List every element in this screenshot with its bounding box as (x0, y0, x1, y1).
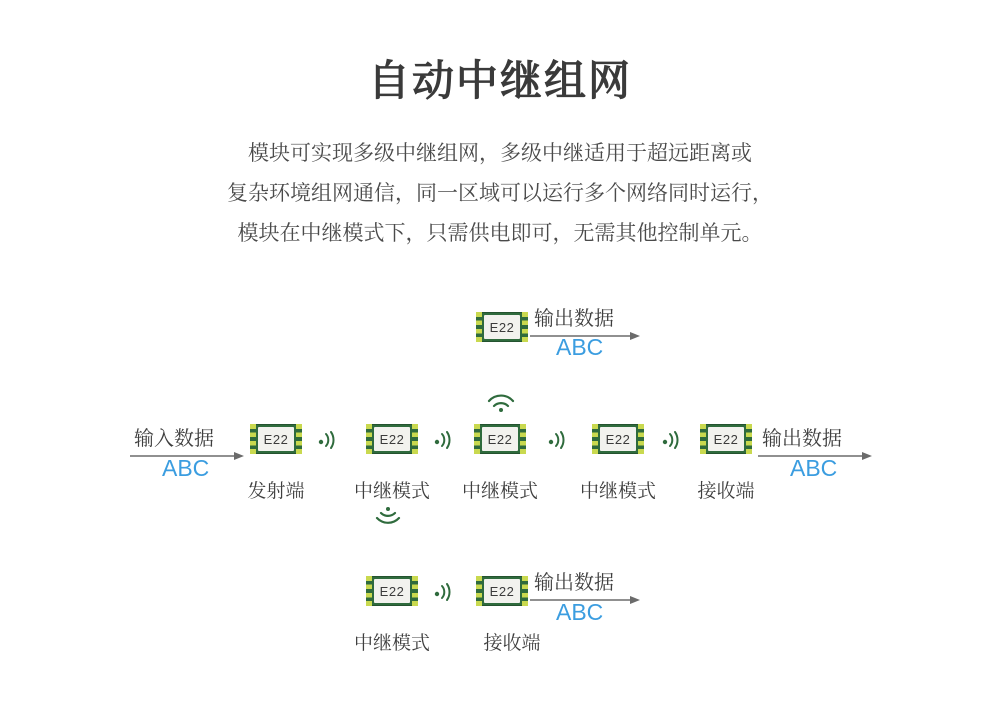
pcb-edge-right-icon (412, 576, 418, 606)
pcb-edge-left-icon (366, 576, 372, 606)
bottom-node-2 (476, 576, 528, 606)
pcb-edge-right-icon (296, 424, 302, 454)
module-label: E22 (600, 427, 636, 451)
chain-node-2 (366, 424, 418, 454)
module-label: E22 (258, 427, 294, 451)
bottom-output-label: 输出数据 (534, 572, 614, 594)
chain-node-3 (474, 424, 526, 454)
top-output-label: 输出数据 (534, 308, 614, 330)
top-output-value: ABC (556, 334, 604, 360)
pcb-edge-right-icon (412, 424, 418, 454)
module-e22-bottom-2 (476, 576, 528, 606)
module-e22-chain-4 (592, 424, 644, 454)
pcb-edge-left-icon (476, 312, 482, 342)
module-e22-chain-1 (250, 424, 302, 454)
module-label: E22 (374, 579, 410, 603)
network-diagram (0, 280, 1000, 700)
signal-wave-up-icon (486, 388, 516, 412)
module-label: E22 (484, 315, 520, 339)
bottom-node-1-label: 中继模式 (353, 633, 430, 654)
signal-wave-bottom-icon (432, 580, 456, 604)
bottom-node-2-label: 接收端 (483, 633, 541, 654)
pcb-edge-left-icon (592, 424, 598, 454)
pcb-edge-right-icon (522, 312, 528, 342)
pcb-edge-right-icon (638, 424, 644, 454)
chain-node-3-label: 中继模式 (461, 481, 538, 502)
signal-wave-down-icon (374, 506, 402, 530)
pcb-edge-right-icon (522, 576, 528, 606)
input-value: ABC (162, 455, 210, 481)
module-label: E22 (374, 427, 410, 451)
bottom-output-value: ABC (556, 599, 604, 625)
chain-node-5-label: 接收端 (697, 481, 755, 502)
module-label: E22 (708, 427, 744, 451)
input-label: 输入数据 (134, 428, 214, 450)
chain-node-1 (250, 424, 302, 454)
module-e22-chain-3 (474, 424, 526, 454)
pcb-edge-right-icon (746, 424, 752, 454)
pcb-edge-left-icon (474, 424, 480, 454)
module-e22-bottom-1 (366, 576, 418, 606)
signal-wave-4-icon (660, 428, 684, 452)
pcb-edge-left-icon (476, 576, 482, 606)
page-header (0, 0, 1000, 254)
signal-wave-1-icon (316, 428, 340, 452)
chain-node-5 (700, 424, 752, 454)
module-e22-top (476, 312, 528, 342)
chain-node-4 (592, 424, 644, 454)
page-subtitle (180, 108, 820, 254)
signal-wave-3-icon (546, 428, 570, 452)
subtitle-line-2: 复杂环境组网通信，同一区域可以运行多个网络同时运行， (227, 182, 773, 205)
module-e22-chain-5 (700, 424, 752, 454)
pcb-edge-right-icon (520, 424, 526, 454)
chain-node-1-label: 发射端 (247, 481, 305, 502)
pcb-edge-left-icon (700, 424, 706, 454)
chain-node-2-label: 中继模式 (353, 481, 430, 502)
output-label: 输出数据 (762, 428, 842, 450)
module-e22-chain-2 (366, 424, 418, 454)
module-label: E22 (484, 579, 520, 603)
signal-wave-2-icon (432, 428, 456, 452)
top-branch-module (476, 312, 528, 342)
output-value: ABC (790, 455, 838, 481)
subtitle-line-3: 模块在中继模式下，只需供电即可，无需其他控制单元。 (237, 222, 763, 245)
page-title: 自动中继组网 (367, 57, 632, 104)
pcb-edge-left-icon (366, 424, 372, 454)
subtitle-line-1: 模块可实现多级中继组网，多级中继适用于超远距离或 (248, 142, 752, 165)
chain-node-4-label: 中继模式 (579, 481, 656, 502)
pcb-edge-left-icon (250, 424, 256, 454)
module-label: E22 (482, 427, 518, 451)
bottom-node-1 (366, 576, 418, 606)
